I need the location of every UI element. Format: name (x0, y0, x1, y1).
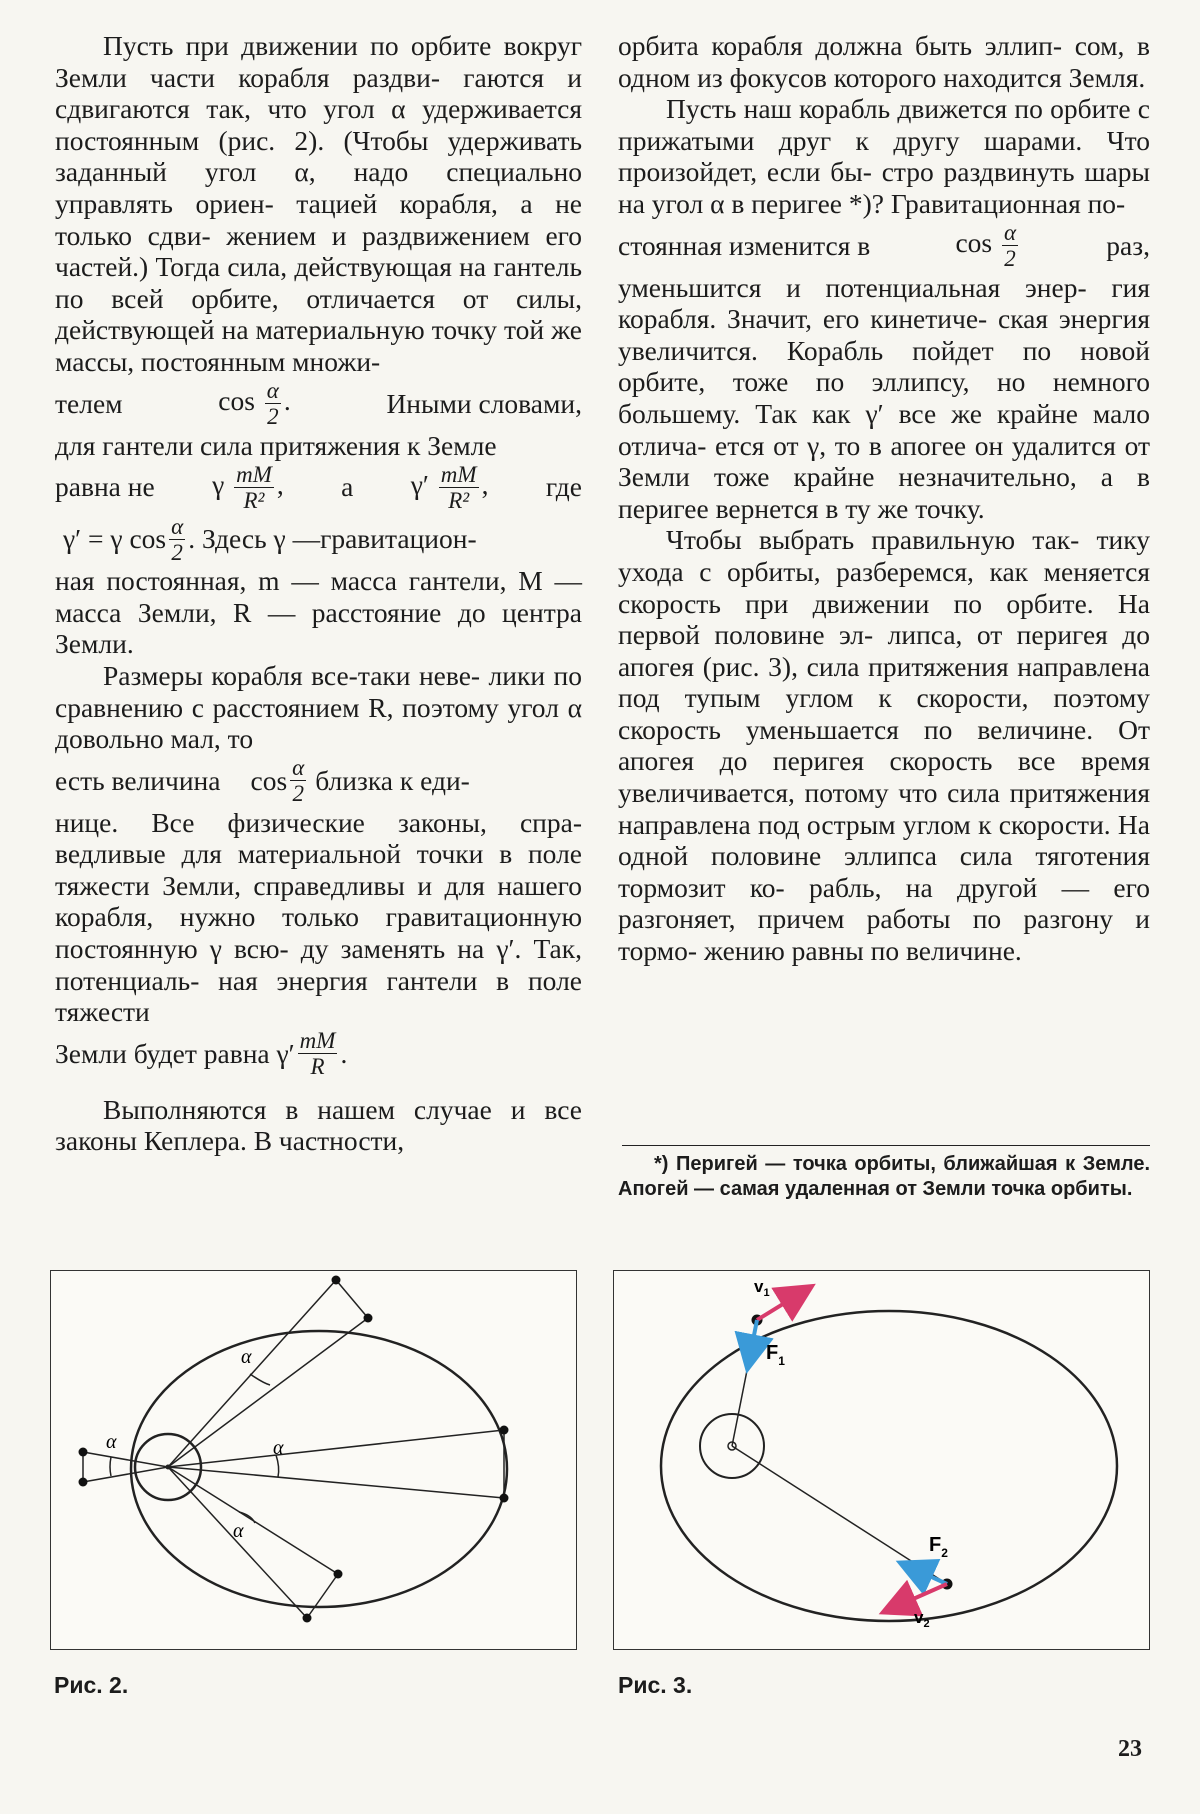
fraction-alpha-over-2-b: $\frac{\alpha}{2}$ (171, 513, 184, 565)
left-paragraph-3: Выполняются в нашем случае и все законы Кеплера. В частности, (55, 1093, 582, 1157)
right-paragraph-3: Чтобы выбрать правильную так- тику ухода с орбиты, разберемся, как меняется скорость при движении по орбите. На первой половине эл- липса, от перигея до апогея (рис. 3), сила притяжения направлена под тупым углом к скорости, поэтому скорость уменьшается по величине. От апогея до перигея скорость все время увеличивается, потому что сила притяжения направлена под острым углом к скорости. На одной половине эллипса сила тяготения тормозит ко- рабль, на другой — его разгоняет, причем работы по разгону и тормо- жению равны по величине. (618, 524, 1151, 967)
spoke-right-a (168, 1430, 504, 1467)
figure-2-caption: Рис. 2. (54, 1672, 129, 1698)
gravity-line: для гантели сила притяжения к Земле (55, 429, 497, 461)
formula-line-value: есть величина cos $\frac{\alpha}{2}$ близка к еди- (55, 755, 470, 807)
angle-label-bottom: α (233, 1520, 244, 1542)
ball-left-2 (79, 1478, 88, 1487)
figure-2 (50, 1270, 577, 1650)
spoke-right-b (168, 1467, 504, 1498)
fraction-mM-over-R: $\frac{mM}{R}$ (299, 1028, 336, 1080)
dumbbell-bar-top (336, 1280, 368, 1318)
left-paragraph-2-tail: нице. Все физические законы, спра- ведливые для материальной точки в поле тяжести Земли, справедливы и для нашего корабля, нужно только гравитационную постоянную γ всю- ду заменять на γ′. Так, потенциаль- ная энергия гантели в поле тяжести (55, 806, 583, 1028)
angle-arc-top (250, 1374, 270, 1385)
ball-bottom-1 (334, 1570, 343, 1579)
force-arrow-2 (903, 1564, 947, 1584)
footnote: *) Перигей — точка орбиты, ближайшая к Земле. Апогей — самая удаленная от Земли точка орбиты. (618, 1153, 1150, 1200)
orbit-ellipse (661, 1311, 1117, 1621)
spoke-bottom-b (168, 1467, 307, 1618)
left-paragraph-1-tail: ная постоянная, m — масса гантели, M — масса Земли, R — расстояние до центра Земли. (55, 565, 583, 660)
right-column (618, 30, 1150, 967)
fraction-mM-over-R2-prime: $\frac{mM}{\text{R²}}$ (440, 461, 477, 513)
label-f1: $F_1$ (766, 1342, 785, 1368)
spoke-left-b (83, 1467, 168, 1482)
right-paragraph-2-tail: уменьшится и потенциальная энер- гия корабля. Значит, его кинетиче- ская энергия увеличится. Корабль пойдет по новой орбите, тоже по эллипсу, но немного большему. Так как γ′ все же крайне мало отлича- ется от γ, то в апогее он удалится от Земли тоже крайне незначительно, а в перигее вернется в ту же точку. (618, 271, 1151, 524)
label-f2: $F_2$ (929, 1534, 948, 1560)
spoke-left-a (83, 1452, 168, 1467)
ball-top-1 (332, 1276, 341, 1285)
ball-left-1 (79, 1448, 88, 1457)
angle-label-right: α (273, 1437, 284, 1459)
right-paragraph-2: Пусть наш корабль движется по орбите с прижатыми друг к другу шарами. Что произойдет, если бы- стро раздвинуть шары на угол α в перигее *)? Гравитационная по- (618, 93, 1150, 219)
fraction-alpha-over-2-d: $\frac{\alpha}{2}$ (1003, 220, 1017, 272)
formula-line-cos: телем cos $\frac{\alpha}{2}$ . Иными словами, (55, 378, 582, 430)
fraction-alpha-over-2-c: $\frac{\alpha}{2}$ (292, 755, 305, 807)
page-number: 23 (1118, 1736, 1142, 1762)
figure-2-diagram (51, 1271, 576, 1649)
formula-line-force: равна не γ $\frac{mM}{\text{R²}}$ , а γ′ $\frac{mM}{\text{R²}}$ , где (55, 461, 582, 513)
fraction-alpha-over-2: $\frac{\alpha}{2}$ (266, 378, 279, 430)
fraction-mM-over-R2: $\frac{mM}{\text{R²}}$ (236, 461, 272, 513)
spoke-top-b (168, 1318, 368, 1467)
formula-line-energy: Земли будет равна γ′ $\frac{mM}{R}$ . (55, 1028, 348, 1080)
spoke-top-a (168, 1280, 336, 1467)
angle-label-top: α (241, 1346, 252, 1368)
angle-label-left: α (106, 1431, 117, 1453)
ball-top-2 (364, 1314, 373, 1323)
angle-arc-left (110, 1457, 111, 1476)
figure-3 (613, 1270, 1150, 1650)
left-paragraph-1: Пусть при движении по орбите вокруг Земли части корабля раздви- гаются и сдвигаются так, что угол α удерживается постоянным (рис. 2). (Чтобы удерживать заданный угол α, надо специально управлять ориен- тацией корабля, а не только сдви- жением и раздвижением его частей.) Тогда сила, действующая на гантель по всей орбите, отличается от силы, действующей на материальную точку той же массы, постоянным множи- (55, 30, 583, 377)
ball-right-1 (500, 1426, 509, 1435)
dumbbell-bar-bottom (307, 1574, 338, 1618)
ball-bottom-2 (303, 1614, 312, 1623)
formula-line-right-cos: стоянная изменится в cos $\frac{\alpha}{2}$ раз, (618, 220, 1150, 272)
left-paragraph-2: Размеры корабля все-таки неве- лики по сравнению с расстоянием R, поэтому угол α довольно мал, то (55, 659, 583, 755)
right-paragraph-1: орбита корабля должна быть эллип- сом, в одном из фокусов которого находится Земля. (618, 30, 1151, 93)
radius-apogee (732, 1446, 947, 1584)
formula-line-gamma-prime: γ′ = γ cos $\frac{\alpha}{2}$ . Здесь γ —гравитацион- (63, 513, 477, 565)
ball-right-2 (500, 1494, 509, 1503)
figure-3-diagram (614, 1271, 1149, 1649)
velocity-arrow-2 (886, 1584, 947, 1611)
label-v2: $v_2$ (914, 1608, 930, 1630)
left-column (55, 30, 582, 1157)
figure-3-caption: Рис. 3. (618, 1672, 693, 1698)
label-v1: $v_1$ (754, 1277, 770, 1299)
footnote-divider (622, 1145, 1150, 1146)
